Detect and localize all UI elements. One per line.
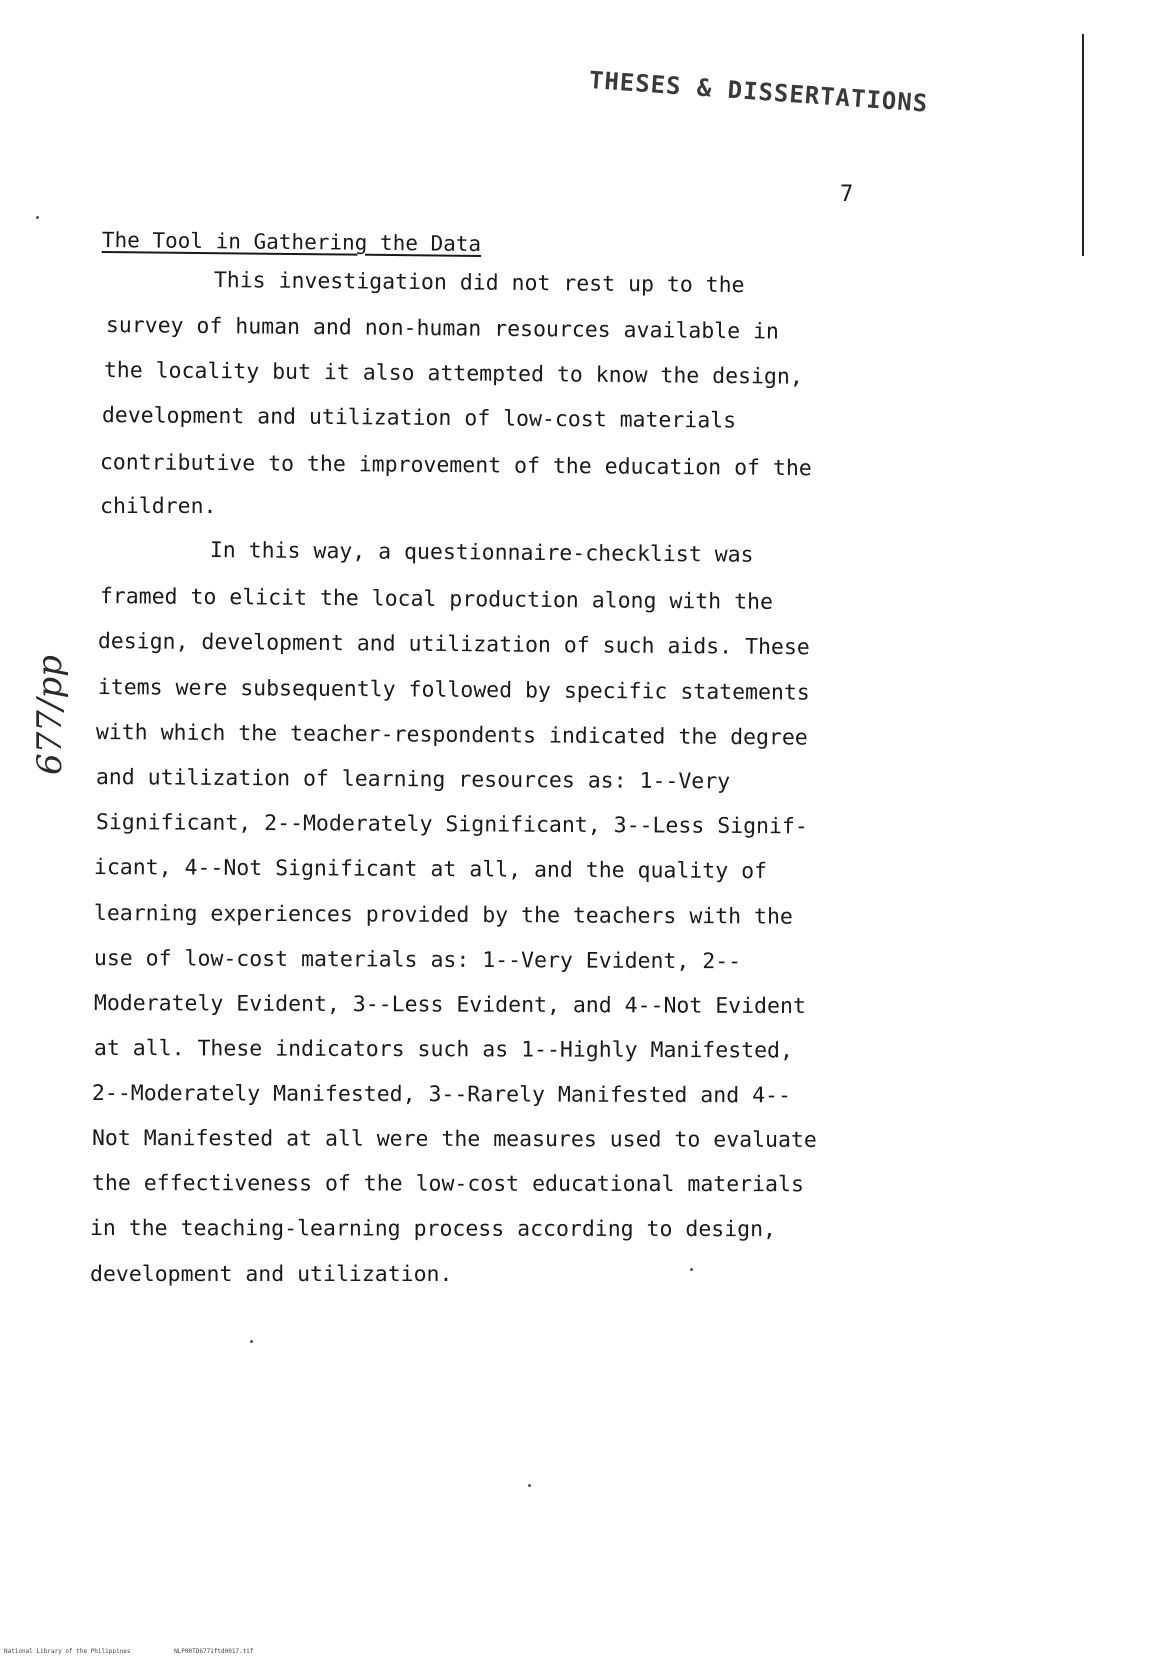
paragraph-1-line: contributive to the improvement of the education of the <box>99 450 812 482</box>
paragraph-2-line: at all. These indicators such as 1--Highly Manifested, <box>93 1036 793 1064</box>
scan-footer <box>4 1648 294 1655</box>
scan-speck <box>36 216 39 219</box>
paragraph-2-line: the effectiveness of the low-cost educational materials <box>91 1171 804 1198</box>
paragraph-2-line: icant, 4--Not Significant at all, and the quality of <box>93 855 768 885</box>
paragraph-2-line: framed to elicit the local production along with the <box>99 584 774 615</box>
scan-speck <box>250 1340 253 1343</box>
paragraph-2-line: In this way, a questionnaire-checklist was <box>209 538 754 568</box>
scan-speck <box>528 1484 531 1487</box>
paragraph-2-line: development and utilization. <box>90 1262 453 1287</box>
page-number: 7 <box>840 182 854 207</box>
paragraph-2-line: with which the teacher-respondents indicated the degree <box>95 720 808 751</box>
paragraph-2-line: 2--Moderately Manifested, 3--Rarely Manifested and 4-- <box>91 1081 791 1109</box>
paragraph-2-line: Moderately Evident, 3--Less Evident, and 4--Not Evident <box>93 991 806 1020</box>
handwritten-call-number: 677/pp <box>30 655 70 775</box>
scan-speck <box>690 1268 693 1271</box>
footer-file: NLP00TD6771ftd0017.tif <box>174 1648 254 1655</box>
theses-dissertations-stamp: THESES & DISSERTATIONS <box>588 66 930 118</box>
page-edge-line <box>1082 34 1084 256</box>
paragraph-1-line: children. <box>100 494 217 519</box>
paragraph-2-line: Significant, 2--Moderately Significant, 3--Less Signif- <box>95 810 808 840</box>
paragraph-1-line: development and utilization of low-cost materials <box>101 403 737 434</box>
paragraph-2-line: use of low-cost materials as: 1--Very Evident, 2-- <box>93 946 742 975</box>
paragraph-2-line: in the teaching-learning process according to design, <box>89 1216 777 1243</box>
paragraph-1-line: This investigation did not rest up to the <box>213 268 745 299</box>
paragraph-1-line: the locality but it also attempted to know the design, <box>103 358 803 390</box>
section-heading: The Tool in Gathering the Data <box>101 228 482 256</box>
footer-library: National Library of the Philippines <box>4 1648 131 1655</box>
paragraph-1-line: survey of human and non-human resources available in <box>105 313 780 345</box>
paragraph-2-line: and utilization of learning resources as: 1--Very <box>95 765 731 795</box>
paragraph-2-line: learning experiences provided by the teachers with the <box>93 901 793 930</box>
paragraph-2-line: items were subsequently followed by specific statements <box>97 675 810 706</box>
paragraph-2-line: Not Manifested at all were the measures used to evaluate <box>91 1126 817 1153</box>
paragraph-2-line: design, development and utilization of such aids. These <box>97 629 810 661</box>
